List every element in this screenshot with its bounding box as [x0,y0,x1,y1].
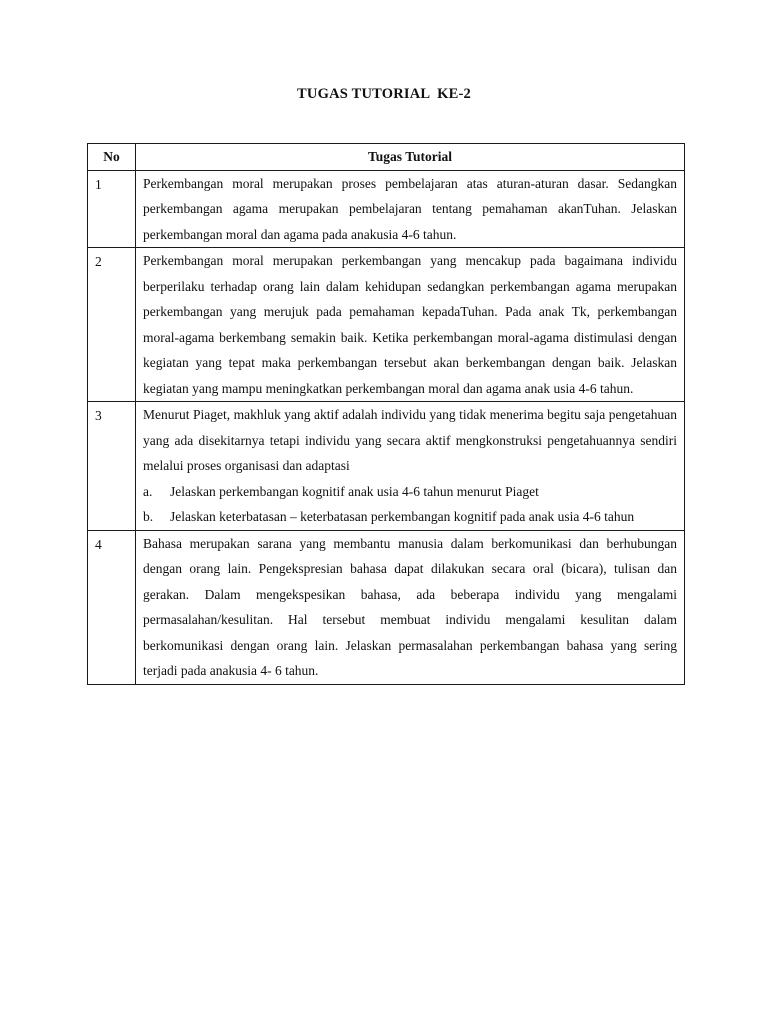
task-cell [136,402,685,531]
column-header-no: No [88,144,136,171]
sub-question-item [143,504,677,530]
table-row [88,248,685,402]
task-text: Bahasa merupakan sarana yang membantu manusia dalam berkomunikasi dan berhubungan dengan orang lain. Pengekspresian bahasa dapat dilakukan secara oral (bicara), tulisan dan gerakan. Dalam mengekspesikan bahasa, ada beberapa individu yang mengalami permasalahan/kesulitan. Hal tersebut membuat individu mengalami kesulitan dalam berkomunikasi dengan orang lain. Jelaskan permasalahan perkembangan bahasa yang sering terjadi pada anakusia 4- 6 tahun. [136,530,685,684]
sub-question-marker: a. [143,483,153,499]
sub-question-list [143,479,677,530]
task-text: Perkembangan moral merupakan perkembangan yang mencakup pada bagaimana individu berperilaku terhadap orang lain dalam kehidupan sedangkan perkembangan agama merupakan perkembangan yang merujuk pada pemahaman kepadaTuhan. Pada anak Tk, perkembangan moral-agama berkembang semakin baik. Ketika perkembangan moral-agama distimulasi dengan kegiatan yang tepat maka perkembangan tersebut akan berkembangan dengan baik. Jelaskan kegiatan yang mampu meningkatkan perkembangan moral dan agama anak usia 4-6 tahun. [136,248,685,402]
sub-question-item [143,479,677,505]
row-number: 1 [88,170,136,248]
task-text: Menurut Piaget, makhluk yang aktif adalah individu yang tidak menerima begitu saja pengetahuan yang ada disekitarnya tetapi individu yang secara aktif mengkonstruksi pengetahuannya sendiri melalui proses organisasi dan adaptasi [143,407,677,473]
tutorial-table [87,143,685,685]
sub-question-marker: b. [143,509,154,524]
table-header-row [88,144,685,171]
row-number: 2 [88,248,136,402]
page-title: TUGAS TUTORIAL KE-2 [297,86,471,102]
task-text: Perkembangan moral merupakan proses pembelajaran atas aturan-aturan dasar. Sedangkan perkembangan agama merupakan pembelajaran tentang pemahaman akanTuhan. Jelaskan perkembangan moral dan agama pada anakusia 4-6 tahun. [136,170,685,248]
sub-question-text: Jelaskan perkembangan kognitif anak usia 4-6 tahun menurut Piaget [170,483,539,499]
row-number: 3 [88,402,136,531]
sub-question-text: Jelaskan keterbatasan – keterbatasan perkembangan kognitif pada anak usia 4-6 tahun [170,509,635,524]
column-header-task: Tugas Tutorial [136,144,685,171]
row-number: 4 [88,530,136,684]
table-row [88,402,685,531]
table-row [88,530,685,684]
table-row [88,170,685,248]
